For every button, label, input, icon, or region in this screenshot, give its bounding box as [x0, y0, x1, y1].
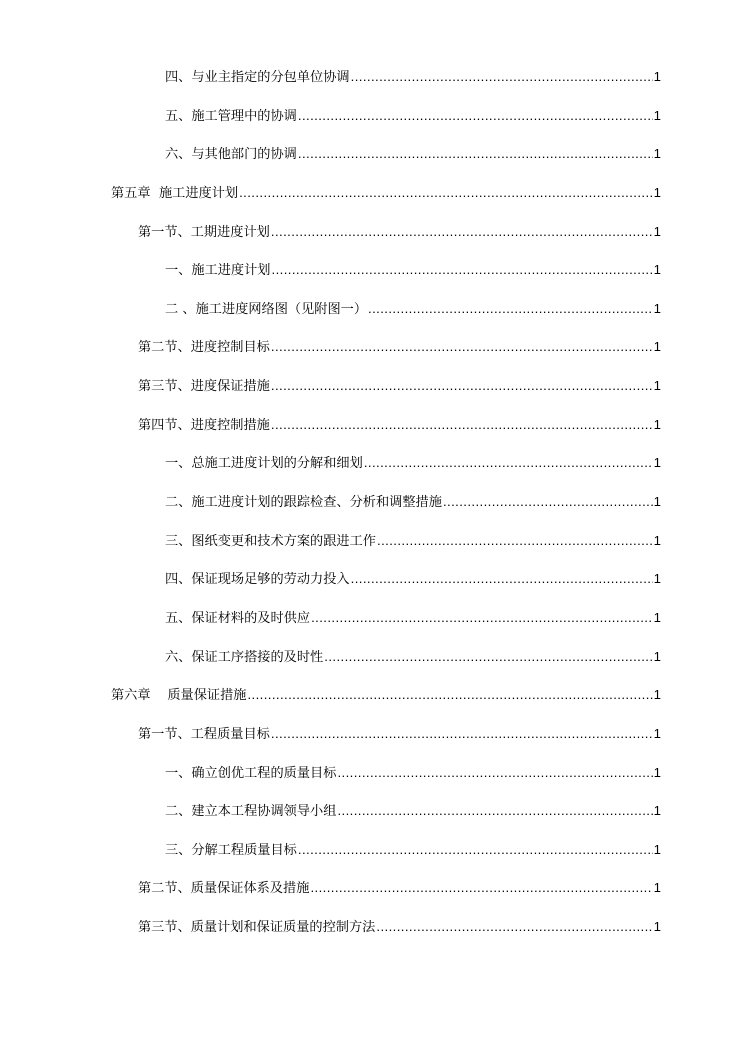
toc-page-number: 1: [653, 571, 661, 587]
toc-entry-section[interactable]: [0, 373, 744, 412]
toc-entry-chapter[interactable]: [0, 682, 744, 721]
toc-entry-title: 六、与其他部门的协调: [165, 147, 297, 163]
toc-entry-title: 四、与业主指定的分包单位协调: [165, 70, 350, 85]
toc-dot-leader: [239, 180, 653, 206]
toc-entry-section[interactable]: [0, 334, 744, 373]
toc-dot-leader: [310, 875, 652, 901]
toc-entry-title: 第四节、进度控制措施: [138, 417, 270, 433]
toc-entry-title: 二 、施工进度网络图（见附图一）: [165, 301, 368, 317]
toc-entry[interactable]: [0, 64, 744, 103]
toc-entry-title: 第五章 施工进度计划: [111, 185, 239, 201]
toc-dot-leader: [368, 296, 653, 322]
toc-page-number: 1: [653, 416, 661, 432]
toc-dot-leader: [324, 644, 652, 670]
toc-page-number: 1: [653, 687, 661, 703]
toc-entry-section[interactable]: [0, 875, 744, 914]
toc-page-number: 1: [653, 262, 661, 278]
toc-page-number: 1: [653, 648, 661, 664]
toc-entry[interactable]: [0, 103, 744, 142]
toc-page-number: 1: [653, 378, 661, 394]
toc-entry[interactable]: [0, 798, 744, 837]
toc-dot-leader: [364, 450, 653, 476]
toc-page-number: 1: [653, 69, 661, 84]
toc-dot-leader: [271, 721, 653, 747]
toc-entry[interactable]: [0, 528, 744, 567]
toc-page-number: 1: [653, 184, 661, 200]
toc-dot-leader: [272, 257, 653, 283]
toc-dot-leader: [337, 798, 652, 824]
toc-entry-title: 一、确立创优工程的质量目标: [165, 765, 337, 781]
toc-entry-title: 五、保证材料的及时供应: [165, 610, 311, 626]
toc-dot-leader: [443, 489, 653, 515]
toc-entry-title: 第三节、进度保证措施: [138, 379, 270, 395]
toc-entry-title: 五、施工管理中的协调: [165, 108, 297, 124]
toc-entry[interactable]: [0, 489, 744, 528]
toc-entry-title: 二、建立本工程协调领导小组: [165, 804, 337, 820]
toc-entry-title: 第一节、工期进度计划: [138, 224, 270, 240]
toc-entry-title: 四、保证现场足够的劳动力投入: [165, 572, 350, 588]
toc-entry-section[interactable]: [0, 412, 744, 451]
toc-page-number: 1: [653, 880, 661, 896]
toc-page-number: 1: [653, 223, 661, 239]
toc-entry-title: 第二节、进度控制目标: [138, 340, 270, 356]
toc-entry-section[interactable]: [0, 914, 744, 953]
toc-entry[interactable]: [0, 450, 744, 489]
toc-page-number: 1: [653, 455, 661, 471]
toc-entry-title: 第六章 质量保证措施: [111, 688, 247, 704]
toc-page-number: 1: [653, 841, 661, 857]
toc-entry-title: 二、施工进度计划的跟踪检查、分析和调整措施: [165, 495, 442, 511]
toc-entry-title: 六、保证工序搭接的及时性: [165, 649, 324, 665]
toc-dot-leader: [271, 412, 653, 438]
toc-dot-leader: [271, 373, 653, 399]
toc-entry[interactable]: [0, 566, 744, 605]
toc-page-number: 1: [653, 300, 661, 316]
toc-dot-leader: [351, 566, 653, 592]
toc-entry[interactable]: [0, 605, 744, 644]
toc-entry-title: 一、总施工进度计划的分解和细划: [165, 456, 363, 472]
toc-dot-leader: [377, 528, 653, 554]
toc-entry-title: 三、图纸变更和技术方案的跟进工作: [165, 533, 376, 549]
toc-entry-title: 第一节、工程质量目标: [138, 726, 270, 742]
toc-page-number: 1: [653, 803, 661, 819]
toc-entry[interactable]: [0, 296, 744, 335]
toc-page-number: 1: [653, 764, 661, 780]
toc-entry[interactable]: [0, 257, 744, 296]
toc-entry-chapter[interactable]: [0, 180, 744, 219]
toc-dot-leader: [351, 64, 653, 90]
toc-entry-section[interactable]: [0, 219, 744, 258]
toc-entry-title: 三、分解工程质量目标: [165, 842, 297, 858]
toc-entry-title: 第二节、质量保证体系及措施: [138, 881, 310, 897]
toc-page-number: 1: [653, 107, 661, 123]
toc-dot-leader: [271, 219, 653, 245]
toc-entry-section[interactable]: [0, 721, 744, 760]
toc-dot-leader: [271, 334, 653, 360]
table-of-contents: [0, 64, 744, 953]
toc-dot-leader: [298, 103, 653, 129]
toc-page-number: 1: [653, 725, 661, 741]
toc-page-number: 1: [653, 494, 661, 510]
toc-page-number: 1: [653, 919, 661, 935]
toc-entry[interactable]: [0, 141, 744, 180]
toc-entry-title: 第三节、质量计划和保证质量的控制方法: [138, 920, 376, 936]
toc-dot-leader: [376, 914, 652, 940]
toc-dot-leader: [298, 837, 653, 863]
toc-dot-leader: [298, 141, 653, 167]
toc-page-number: 1: [653, 146, 661, 162]
toc-entry[interactable]: [0, 837, 744, 876]
toc-entry[interactable]: [0, 760, 744, 799]
toc-dot-leader: [247, 682, 652, 708]
toc-page-number: 1: [653, 532, 661, 548]
toc-dot-leader: [337, 760, 652, 786]
toc-page-number: 1: [653, 339, 661, 355]
toc-entry-title: 一、施工进度计划: [165, 263, 271, 279]
toc-entry[interactable]: [0, 644, 744, 683]
toc-dot-leader: [311, 605, 653, 631]
toc-page-number: 1: [653, 609, 661, 625]
